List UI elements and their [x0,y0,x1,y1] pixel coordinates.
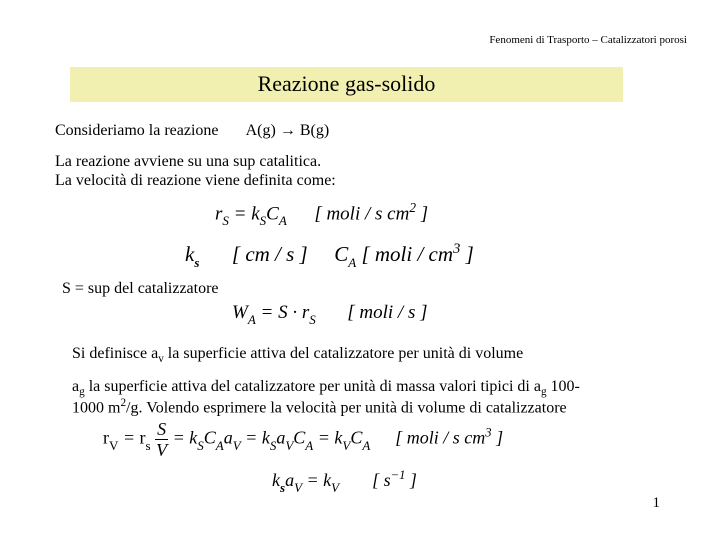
volumetric-rate-equation: $r_V = r_s$ $\frac{S}{V}$ = $k_SC_Aa_V = k_Sa_VC_A = k_VC_A$ [ moli / s $cm^3$ ] [103,419,504,460]
rate-unit: [ moli / s cm [314,203,410,225]
intro-line [55,122,329,140]
s-definition: S = sup del catalizzatore [62,280,219,297]
ks-unit: [ cm / s ] [231,242,308,266]
header-text: Fenomeni di Trasporto – Catalizzatori porosi [489,34,687,46]
page-title: Reazione gas-solido [257,71,436,96]
page-number: 1 [652,495,660,511]
text-line-1: La reazione avviene su una sup catalitica. [55,153,322,170]
intro-label: Consideriamo la reazione [55,122,219,139]
text-line-2: La velocità di reazione viene definita come: [55,172,336,189]
kv-unit: [ s [372,470,391,490]
volumetric-rate-unit: [ moli / s cm [395,427,486,448]
kv-equation: $k_sa_V = k_V$ [ $s^{-1}$ ] [272,468,417,495]
rate-equation: $r_S = k_SC_A$ [ moli / s $cm^2$ ] [215,200,429,229]
ca-unit: [ moli / cm [361,242,454,266]
ag-line-1: $a_g$ la superficie attiva del catalizzatore per unità di massa valori tipici di $a_g$ 100- [72,378,580,399]
arrow-icon: → [279,122,296,139]
reaction-reactant: A(g) [245,122,276,139]
title-bar [70,67,623,102]
w-equation: $W_A = S \cdot r_S$ [ moli / s ] [232,302,428,327]
w-unit: [ moli / s ] [347,302,428,323]
av-definition: Si definisce $a_v$ la superficie attiva del catalizzatore per unità di volume [72,345,524,366]
ag-line-2: 1000 $m^2/g$. Volendo esprimere la velocità per unità di volume di catalizzatore [72,397,567,417]
reaction-product: B(g) [299,122,330,139]
units-equation: $k_s$ [ cm / s ] $C_A$ [ moli / $cm^3$ ] [185,241,474,270]
